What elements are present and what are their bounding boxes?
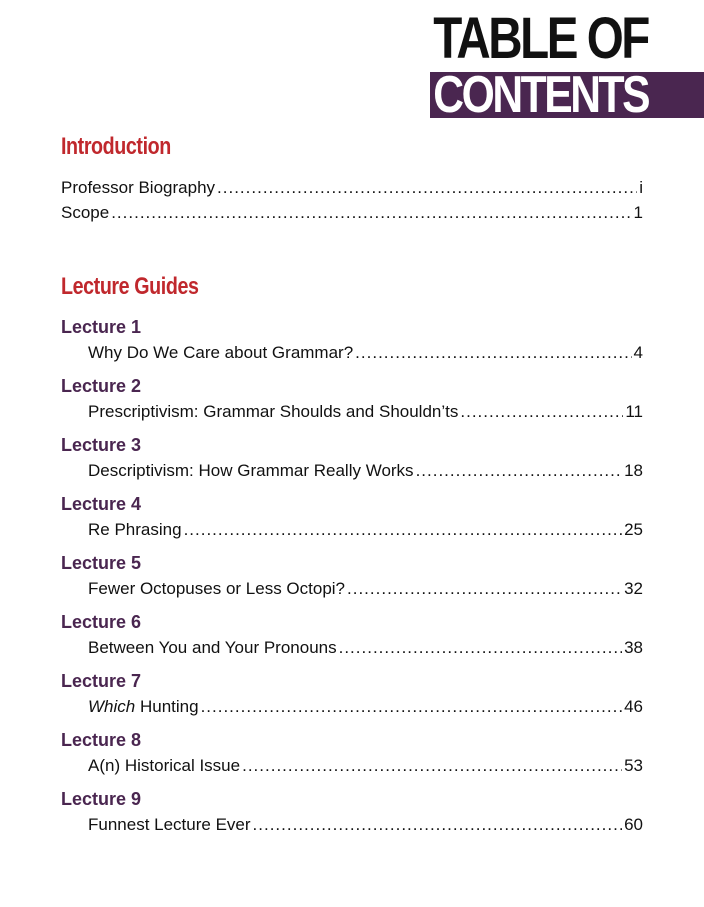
lecture-label: Lecture 3 — [61, 435, 142, 455]
toc-entry-lecture-4[interactable] — [88, 520, 643, 540]
dot-leader — [111, 203, 631, 223]
toc-entry-lecture-2[interactable] — [88, 402, 643, 422]
dot-leader — [253, 815, 623, 835]
dot-leader — [242, 756, 622, 776]
toc-entry-page: 4 — [633, 343, 643, 362]
toc-entry-professor-biography[interactable] — [61, 178, 643, 198]
toc-entry-title: Scope — [61, 203, 110, 222]
introduction-heading: Introduction — [61, 133, 171, 160]
toc-entry-title: Prescriptivism: Grammar Shoulds and Shouldn’ts — [88, 402, 459, 421]
lecture-label: Lecture 1 — [61, 317, 142, 337]
toc-title-band — [430, 72, 704, 118]
toc-entry-page: 25 — [624, 520, 643, 539]
toc-entry-page: 1 — [633, 203, 643, 222]
toc-entry-title: Why Do We Care about Grammar? — [88, 343, 354, 362]
toc-entry-title: Descriptivism: How Grammar Really Works — [88, 461, 414, 480]
toc-entry-title: Funnest Lecture Ever — [88, 815, 251, 834]
dot-leader — [217, 178, 637, 198]
toc-entry-lecture-7[interactable] — [88, 697, 643, 717]
toc-entry-lecture-8[interactable] — [88, 756, 643, 776]
lecture-label: Lecture 9 — [61, 789, 142, 809]
toc-title-line1: TABLE OF — [433, 6, 648, 71]
dot-leader — [355, 343, 631, 363]
toc-entry-title: A(n) Historical Issue — [88, 756, 241, 775]
lecture-label: Lecture 5 — [61, 553, 142, 573]
lecture-label: Lecture 4 — [61, 494, 142, 514]
toc-entry-page: 38 — [624, 638, 643, 657]
toc-header — [430, 6, 704, 118]
toc-entry-page: 32 — [624, 579, 643, 598]
toc-entry-page: 46 — [624, 697, 643, 716]
dot-leader — [416, 461, 623, 481]
toc-entry-page: 60 — [624, 815, 643, 834]
lecture-guides-heading: Lecture Guides — [61, 273, 199, 300]
toc-entry-page: 18 — [624, 461, 643, 480]
toc-entry-title-italic: Which — [88, 697, 136, 716]
dot-leader — [460, 402, 623, 422]
toc-entry-lecture-3[interactable] — [88, 461, 643, 481]
lecture-label: Lecture 7 — [61, 671, 142, 691]
dot-leader — [347, 579, 622, 599]
dot-leader — [184, 520, 623, 540]
toc-entry-title-rest: Hunting — [135, 697, 199, 716]
toc-entry-lecture-5[interactable] — [88, 579, 643, 599]
toc-entry-title: Professor Biography — [61, 178, 216, 197]
toc-entry-title — [88, 697, 199, 717]
toc-title-line2: CONTENTS — [433, 72, 649, 118]
dot-leader — [201, 697, 623, 717]
toc-entry-lecture-9[interactable] — [88, 815, 643, 835]
toc-entry-title: Re Phrasing — [88, 520, 182, 539]
toc-entry-title: Fewer Octopuses or Less Octopi? — [88, 579, 346, 598]
toc-entry-page: i — [639, 178, 643, 197]
lecture-label: Lecture 2 — [61, 376, 142, 396]
toc-entry-lecture-1[interactable] — [88, 343, 643, 363]
toc-entry-scope[interactable] — [61, 203, 643, 223]
lecture-label: Lecture 8 — [61, 730, 142, 750]
toc-entry-page: 11 — [625, 402, 643, 421]
lecture-label: Lecture 6 — [61, 612, 142, 632]
dot-leader — [339, 638, 622, 658]
toc-entry-page: 53 — [624, 756, 643, 775]
toc-entry-lecture-6[interactable] — [88, 638, 643, 658]
toc-entry-title: Between You and Your Pronouns — [88, 638, 337, 657]
